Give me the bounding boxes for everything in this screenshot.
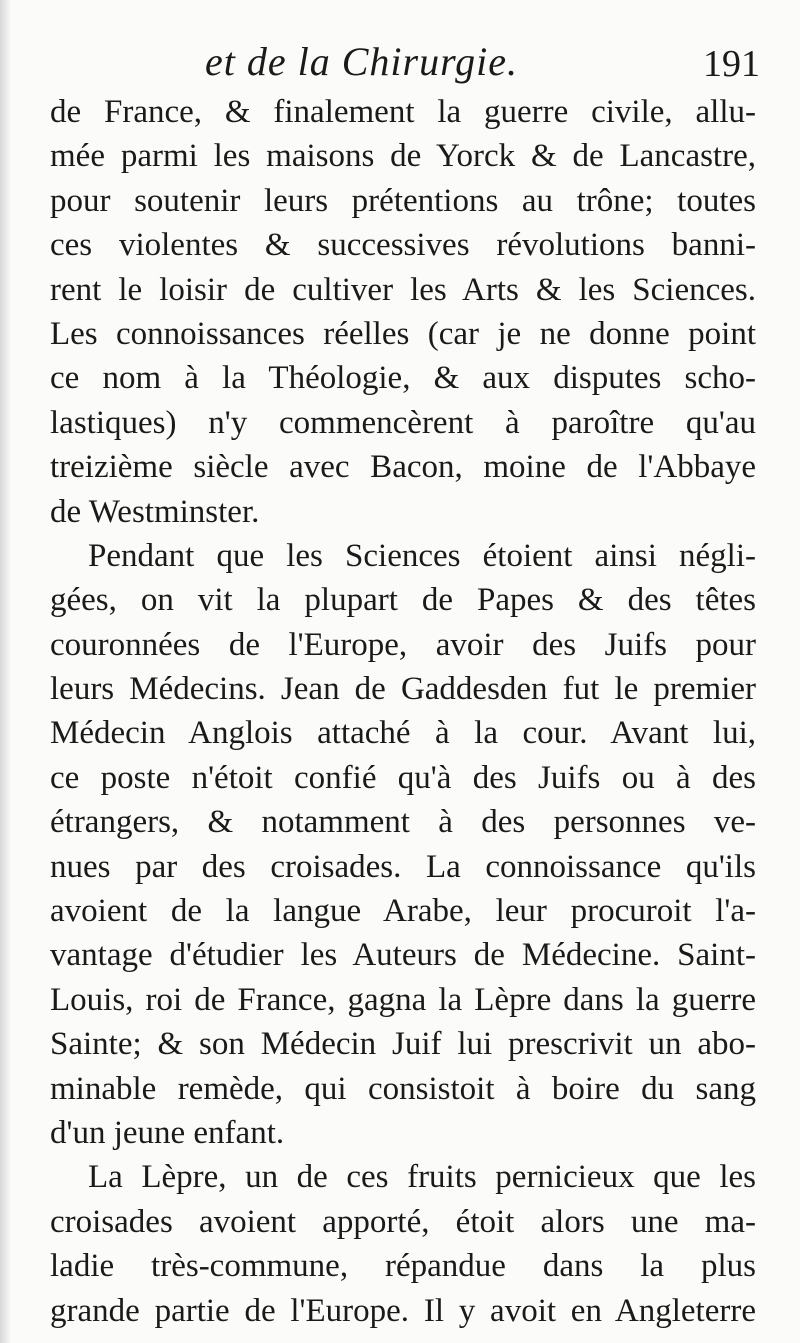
text-line: pour soutenir leurs prétentions au trône; toutes — [50, 182, 756, 219]
text-line: La Lèpre, un de ces fruits pernicieux que les — [88, 1159, 756, 1196]
text-line: ladie très-commune, répandue dans la plus — [50, 1248, 756, 1285]
text-line: croisades avoient apporté, étoit alors une ma- — [50, 1203, 756, 1240]
text-line: d'un jeune enfant. — [50, 1114, 285, 1151]
paragraph-3 — [50, 1155, 756, 1333]
text-line: nues par des croisades. La connoissance qu'ils — [50, 848, 756, 885]
text-line: minable remède, qui consistoit à boire du sang — [50, 1070, 756, 1107]
text-line: gées, on vit la plupart de Papes & des têtes — [50, 582, 756, 619]
page-header — [205, 38, 760, 88]
running-title: et de la Chirurgie. — [205, 39, 519, 84]
text-line: couronnées de l'Europe, avoir des Juifs pour — [50, 626, 756, 663]
text-line: Louis, roi de France, gagna la Lèpre dans la guerre — [50, 981, 756, 1018]
page-gutter-shadow — [0, 0, 10, 1343]
text-line: avoient de la langue Arabe, leur procuroit l'a- — [50, 893, 756, 930]
paragraph-2 — [50, 534, 756, 1155]
text-line: mée parmi les maisons de Yorck & de Lancastre, — [50, 138, 756, 175]
text-line: ce nom à la Théologie, & aux disputes scho- — [50, 360, 756, 397]
text-line: Les connoissances réelles (car je ne donne point — [50, 315, 756, 352]
text-line: grande partie de l'Europe. Il y avoit en Angleterre — [50, 1292, 756, 1329]
text-line: lastiques) n'y commencèrent à paroître qu'au — [50, 404, 756, 441]
text-line: vantage d'étudier les Auteurs de Médecine. Saint- — [50, 937, 756, 974]
text-line: ce poste n'étoit confié qu'à des Juifs ou à des — [50, 759, 756, 796]
text-line: leurs Médecins. Jean de Gaddesden fut le premier — [50, 671, 756, 708]
text-line: Sainte; & son Médecin Juif lui prescrivit un abo- — [50, 1026, 756, 1063]
text-line: de France, & finalement la guerre civile, allu- — [50, 94, 756, 130]
text-line: rent le loisir de cultiver les Arts & les Sciences. — [50, 271, 756, 308]
paragraph-1 — [50, 90, 756, 534]
text-line: Médecin Anglois attaché à la cour. Avant lui, — [50, 715, 756, 752]
text-line: étrangers, & notamment à des personnes ve- — [50, 804, 756, 841]
text-line: ces violentes & successives révolutions banni- — [50, 227, 756, 264]
text-line: treizième siècle avec Bacon, moine de l'Abbaye — [50, 449, 756, 486]
text-line: de Westminster. — [50, 493, 260, 530]
body-text — [50, 90, 756, 1333]
text-line: Pendant que les Sciences étoient ainsi négli- — [88, 537, 756, 574]
page-number: 191 — [703, 43, 760, 85]
